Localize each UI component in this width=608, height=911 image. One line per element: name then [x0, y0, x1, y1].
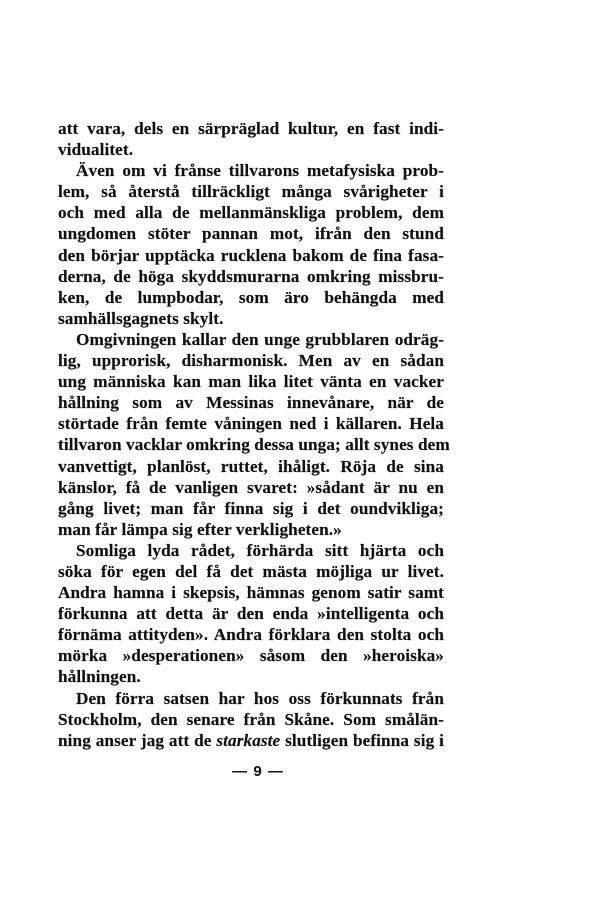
- text-line: Den förra satsen har hos oss förkunnats från: [76, 688, 444, 708]
- text-line: derna, de höga skyddsmurarna omkring missbru-: [58, 266, 444, 286]
- text-line: Även om vi frånse tillvarons metafysiska prob-: [76, 161, 444, 181]
- final-line-end: slutligen befinna sig i: [280, 730, 444, 750]
- text-line: känslor, få de vanligen svaret: »sådant är nu en: [58, 477, 444, 497]
- text-line: förkunna att detta är den enda »intelligenta och: [58, 604, 444, 624]
- text-line: man får lämpa sig efter verkligheten.»: [58, 519, 342, 539]
- text-line: vanvettigt, planlöst, ruttet, ihåligt. Röja de sina: [58, 456, 444, 476]
- text-line: lem, så återstå tillräckligt många svårigheter i: [58, 182, 444, 202]
- emphasized-word: starkaste: [216, 730, 281, 750]
- body-text: [58, 118, 450, 751]
- text-line: att vara, dels en särpräglad kultur, en fast indi-: [58, 119, 444, 138]
- text-line: Andra hamna i skepsis, hämnas genom satir samt: [58, 583, 444, 603]
- final-line-start: ning anser jag att de: [58, 730, 217, 750]
- page-number: — 9 —: [232, 763, 284, 780]
- text-line: lig, upprorisk, disharmonisk. Men av en sådan: [58, 351, 444, 371]
- text-line: förnäma attityden». Andra förklara den stolta och: [58, 625, 444, 645]
- text-line: ungdomen stöter pannan mot, ifrån den stund: [58, 224, 444, 244]
- text-line: ken, de lumpbodar, som äro behängda med: [58, 287, 444, 307]
- text-line: ung människa kan man lika litet vänta en vacker: [58, 372, 444, 392]
- text-line: hållning som av Messinas innevånare, när de: [58, 393, 444, 413]
- text-line: Stockholm, den senare från Skåne. Som smålän-: [58, 709, 444, 729]
- text-line: samhällsgagnets skylt.: [58, 308, 224, 328]
- text-line-final: [58, 730, 444, 751]
- text-line: tillvaron vacklar omkring dessa unga; allt synes dem: [58, 435, 450, 455]
- text-line: Somliga lyda rådet, förhärda sitt hjärta och: [76, 540, 444, 560]
- text-line: mörka »desperationen» såsom den »heroiska»: [58, 646, 444, 666]
- text-line: Omgivningen kallar den unge grubblaren odräg-: [76, 329, 444, 349]
- text-line: och med alla de mellanmänskliga problem, dem: [58, 203, 444, 223]
- text-line: söka för egen del få det mästa möjliga ur livet.: [58, 561, 444, 581]
- text-line: den börjar upptäcka rucklena bakom de fina fasa-: [58, 245, 444, 265]
- text-line: hållningen.: [58, 667, 141, 687]
- text-line: vidualitet.: [58, 140, 134, 160]
- text-line: störtade från femte våningen ned i källaren. Hela: [58, 414, 444, 434]
- text-line: gång livet; man får finna sig i det oundvikliga;: [58, 498, 444, 518]
